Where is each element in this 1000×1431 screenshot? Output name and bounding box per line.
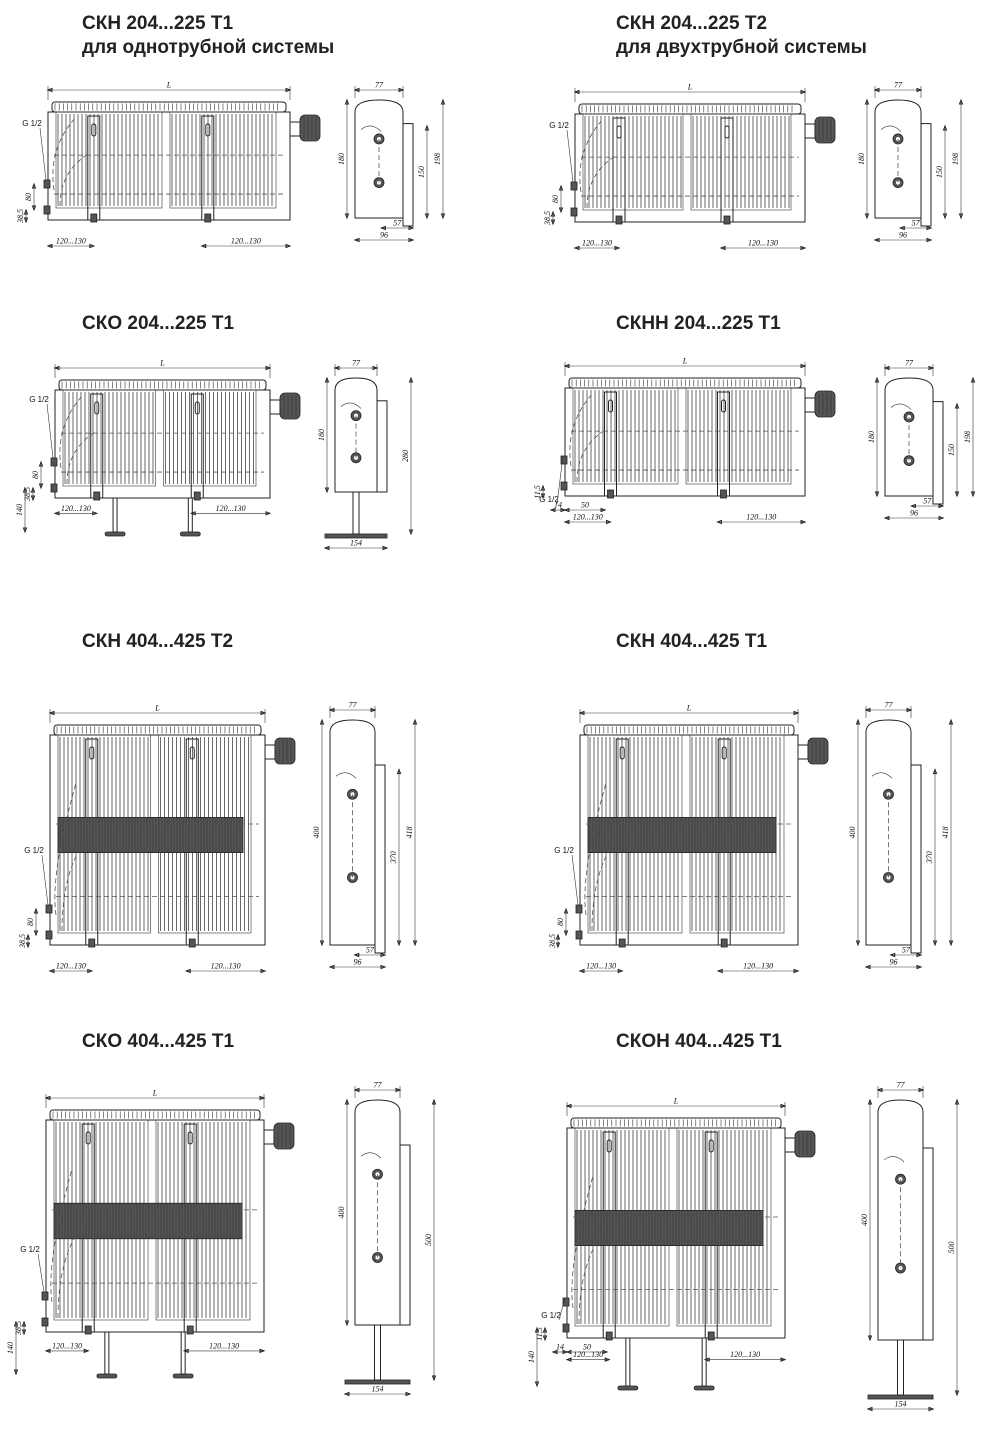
pipe-inlet <box>51 484 57 492</box>
mounting-plate <box>921 124 931 226</box>
wall-bracket <box>613 118 625 222</box>
pipe-size-label: G 1/2 <box>24 846 44 855</box>
side-body <box>866 720 911 945</box>
dim-bracket-left-label: 120...130 <box>573 1350 604 1360</box>
pipe-size-label: G 1/2 <box>549 121 569 130</box>
dim-length-label: L <box>152 1088 158 1098</box>
floor-leg-base <box>97 1374 117 1378</box>
floor-leg <box>188 498 192 532</box>
pipe-inlet <box>51 458 57 466</box>
floor-leg-base <box>105 532 125 536</box>
pipe-size-label: G 1/2 <box>20 1245 40 1254</box>
dim-pitch-label: 80 <box>551 195 560 203</box>
dim-bottom-label: 38,5 <box>23 487 32 501</box>
thermostat-head <box>815 391 835 417</box>
dim-height-a-label: 400 <box>848 826 857 839</box>
front-view <box>533 357 835 524</box>
floor-stand-base <box>345 1380 410 1384</box>
pipe-size-label: G 1/2 <box>541 1311 561 1320</box>
title-line: СКО 204...225 Т1 <box>82 313 235 334</box>
side-view <box>867 359 975 520</box>
mounting-plate <box>375 765 385 953</box>
top-grille <box>569 378 801 388</box>
bracket-foot <box>91 214 97 222</box>
valve-body <box>264 1130 274 1144</box>
dim-b-label: 50 <box>581 500 589 510</box>
pipe-inlet <box>571 208 577 216</box>
pipe-size-label: G 1/2 <box>29 395 49 404</box>
valve-outline <box>361 1153 381 1159</box>
floor-stand-base <box>868 1395 933 1399</box>
valve-outline <box>336 773 356 779</box>
bracket-foot <box>89 939 95 947</box>
dim-height-c-label: 198 <box>963 431 972 443</box>
title-subline: для однотрубной системы <box>82 37 335 58</box>
valve-outline <box>884 1156 904 1162</box>
dim-length-label: L <box>155 703 160 713</box>
fin-pack <box>54 1203 242 1239</box>
internal-pipe <box>60 153 90 206</box>
title-line: СКН 204...225 Т2 <box>616 13 768 34</box>
side-view <box>848 701 953 969</box>
pipe-inlet <box>44 206 50 214</box>
leader-line <box>572 855 578 905</box>
dim-length-label: L <box>673 1096 679 1106</box>
valve-body <box>798 745 808 759</box>
dim-height-a-label: 400 <box>337 1206 346 1219</box>
front-view <box>543 83 835 250</box>
dim-height-c-label: 500 <box>947 1241 956 1254</box>
dim-offset-label: 57 <box>393 218 402 228</box>
dim-length-label: L <box>166 80 172 90</box>
thermostat-head <box>808 738 828 764</box>
dim-leg-label: 140 <box>6 1342 15 1354</box>
pipe-size-label: G 1/2 <box>22 119 42 128</box>
dim-height-b-label: 150 <box>935 165 944 178</box>
dim-b-label: 50 <box>583 1342 591 1352</box>
bracket-foot <box>205 214 211 222</box>
valve-body <box>805 398 815 412</box>
bracket-foot <box>187 1326 193 1334</box>
dim-length-label: L <box>686 703 692 713</box>
dim-bracket-right-label: 120...130 <box>746 512 777 522</box>
dim-bottom-label: 38,5 <box>14 1321 23 1335</box>
dim-bottom-label: 11,5 <box>533 485 542 499</box>
wall-bracket <box>721 118 733 222</box>
dim-depth-label: 77 <box>884 700 893 710</box>
pipe-inlet <box>46 905 52 913</box>
front-view <box>548 704 828 973</box>
pipe-inlet <box>44 180 50 188</box>
pipe-inlet <box>563 1324 569 1332</box>
dim-depth-label: 77 <box>375 80 383 90</box>
side-body <box>355 1100 400 1325</box>
leader-line <box>40 128 46 180</box>
dim-bracket-right-label: 120...130 <box>209 1341 240 1351</box>
thermostat-head <box>300 115 320 141</box>
dim-height-b-label: 150 <box>417 165 426 178</box>
side-view <box>337 1081 436 1396</box>
pipe-size-label: G 1/2 <box>554 846 574 855</box>
dim-height-a-label: 400 <box>312 826 321 839</box>
leader-line <box>47 404 53 458</box>
radiator-body <box>48 112 290 220</box>
dim-base-label: 154 <box>371 1384 384 1394</box>
top-grille <box>571 1118 781 1128</box>
dim-depth-label: 77 <box>348 700 357 710</box>
heat-exchanger-block <box>573 388 678 484</box>
internal-pipe <box>67 431 97 484</box>
mounting-plate <box>911 765 921 953</box>
dim-offset-label: 57 <box>911 218 920 228</box>
dim-base-label: 96 <box>899 230 907 240</box>
dim-height-b-label: 370 <box>925 851 934 864</box>
title-line: СКН 404...425 Т2 <box>82 631 234 652</box>
bracket-slot <box>722 400 726 412</box>
bracket-foot <box>721 490 727 498</box>
dim-pitch-label: 80 <box>26 918 35 926</box>
bracket-foot <box>85 1326 91 1334</box>
top-grille <box>52 102 286 112</box>
front-view <box>527 1097 815 1391</box>
dim-height-c-label: 198 <box>951 153 960 165</box>
dim-leg-label: 140 <box>15 504 24 516</box>
bracket-foot <box>616 216 622 224</box>
floor-leg <box>702 1338 706 1386</box>
dim-height-a-label: 400 <box>860 1214 869 1226</box>
thermostat-head <box>275 738 295 764</box>
pipe-inlet <box>561 482 567 490</box>
pipe-inlet <box>576 931 582 939</box>
thermostat-head <box>280 393 300 419</box>
leader-line <box>42 855 48 905</box>
leader-line <box>567 130 573 182</box>
dim-pitch-label: 80 <box>556 918 565 926</box>
bracket-foot <box>721 939 727 947</box>
title-subline: для двухтрубной системы <box>616 37 867 58</box>
pipe-size-label: G 1/2 <box>539 495 559 504</box>
dim-length-label: L <box>682 356 688 366</box>
dim-base-label: 154 <box>350 538 362 548</box>
dim-base-label: 96 <box>889 957 898 967</box>
floor-leg <box>113 498 117 532</box>
dim-bracket-right-label: 120...130 <box>215 503 246 513</box>
floor-leg-base <box>173 1374 193 1378</box>
pipe-inlet <box>42 1318 48 1326</box>
radiator-body <box>575 114 805 222</box>
title-line: СКО 404...425 Т1 <box>82 1031 235 1052</box>
valve-body <box>265 745 275 759</box>
bracket-foot <box>189 939 195 947</box>
bracket-foot <box>608 490 614 498</box>
leader-line <box>557 456 563 504</box>
dim-bracket-left-label: 120...130 <box>582 238 612 248</box>
top-grille <box>584 725 794 735</box>
floor-leg-base <box>694 1386 714 1390</box>
dim-height-a-label: 180 <box>867 431 876 443</box>
top-grille <box>50 1110 260 1120</box>
bracket-slot <box>617 126 621 138</box>
dim-height-b-label: 150 <box>947 443 956 456</box>
valve-outline <box>872 773 892 779</box>
dim-depth-label: 77 <box>373 1080 382 1090</box>
side-body <box>330 720 375 945</box>
valve-outline <box>881 126 901 132</box>
top-grille <box>579 104 801 114</box>
pipe-inlet <box>42 1292 48 1300</box>
valve-body <box>805 124 815 138</box>
bracket-foot <box>606 1332 612 1340</box>
side-view <box>317 359 413 550</box>
fin-pack <box>575 1210 763 1245</box>
floor-stand <box>898 1340 904 1395</box>
dim-bracket-left-label: 120...130 <box>55 236 86 246</box>
bracket-slot <box>725 126 729 138</box>
floor-leg <box>181 1332 185 1374</box>
dim-height-c-label: 418 <box>941 826 950 839</box>
leader-line <box>38 1254 44 1292</box>
dim-length-label: L <box>687 82 693 92</box>
dim-height-c-label: 500 <box>424 1234 433 1246</box>
dim-height-a-label: 180 <box>857 153 866 165</box>
dim-height-a-label: 180 <box>317 429 326 441</box>
floor-stand <box>375 1325 381 1380</box>
dim-bracket-right-label: 120...130 <box>743 961 774 971</box>
dim-depth-label: 77 <box>905 358 913 368</box>
leader-line <box>559 1298 565 1320</box>
bracket-foot <box>619 939 625 947</box>
dim-bottom-label: 38,5 <box>16 209 25 223</box>
dim-a-label: 14 <box>554 500 562 510</box>
dim-depth-label: 77 <box>896 1080 905 1090</box>
dim-bracket-right-label: 120...130 <box>748 238 778 248</box>
side-view <box>860 1081 959 1411</box>
valve-outline <box>361 126 381 132</box>
floor-leg <box>105 1332 109 1374</box>
pipe-inlet <box>576 905 582 913</box>
dim-height-c-label: 418 <box>405 826 414 839</box>
dim-height-c-label: 198 <box>433 153 442 165</box>
thermostat-head <box>795 1131 815 1157</box>
front-view <box>15 359 300 537</box>
dim-pitch-label: 80 <box>24 193 33 201</box>
fin-pack <box>588 817 776 852</box>
valve-outline <box>891 404 911 410</box>
dim-bracket-left-label: 120...130 <box>52 1341 83 1351</box>
dim-bracket-left-label: 120...130 <box>572 512 603 522</box>
bracket-foot <box>194 492 200 500</box>
pipe-inlet <box>571 182 577 190</box>
bracket-slot <box>609 400 613 412</box>
dim-bottom-label: 38,5 <box>548 934 557 948</box>
valve-body <box>785 1138 795 1152</box>
floor-leg-base <box>618 1386 638 1390</box>
dim-bracket-left-label: 120...130 <box>60 503 91 513</box>
dim-base-label: 96 <box>380 230 388 240</box>
valve-body <box>270 400 280 414</box>
floor-leg <box>626 1338 630 1386</box>
dim-base-label: 96 <box>910 508 918 518</box>
side-view <box>857 81 963 242</box>
dim-depth-label: 77 <box>894 80 902 90</box>
fin-pack <box>58 817 243 852</box>
dim-height-c-label: 280 <box>401 450 410 462</box>
floor-stand-base <box>325 534 387 538</box>
pipe-inlet <box>46 931 52 939</box>
dim-base-label: 96 <box>353 957 362 967</box>
mounting-plate <box>923 1148 933 1340</box>
valve-outline <box>341 403 361 409</box>
floor-stand <box>353 492 359 534</box>
mounting-plate <box>377 401 387 492</box>
dim-bottom-label: 11,5 <box>535 1327 544 1341</box>
title-line: СКОН 404...425 Т1 <box>616 1031 782 1052</box>
radiator-body <box>565 388 805 496</box>
internal-pipe <box>577 429 607 482</box>
mounting-plate <box>933 402 943 504</box>
thermostat-head <box>274 1123 294 1149</box>
bracket-foot <box>94 492 100 500</box>
side-view <box>337 81 445 242</box>
front-view <box>18 704 295 973</box>
dim-offset-label: 57 <box>923 496 932 506</box>
dim-bottom-label: 38,5 <box>18 934 27 948</box>
mounting-plate <box>403 124 413 226</box>
title-line: СКНН 204...225 Т1 <box>616 313 781 334</box>
dim-a-label: 14 <box>556 1342 564 1352</box>
side-view <box>312 701 417 969</box>
front-view <box>6 1089 294 1379</box>
dim-base-label: 154 <box>894 1399 907 1409</box>
dim-depth-label: 77 <box>352 358 360 368</box>
dim-bracket-right-label: 120...130 <box>230 236 261 246</box>
dim-bracket-right-label: 120...130 <box>210 961 241 971</box>
dim-length-label: L <box>160 358 165 368</box>
title-line: СКН 204...225 Т1 <box>82 13 234 34</box>
bracket-foot <box>708 1332 714 1340</box>
dim-offset-label: 57 <box>365 945 374 955</box>
dim-bracket-left-label: 120...130 <box>55 961 86 971</box>
dim-offset-label: 57 <box>901 945 910 955</box>
floor-leg-base <box>180 532 200 536</box>
dim-pitch-label: 80 <box>31 471 40 479</box>
front-view <box>16 81 320 248</box>
dim-height-a-label: 180 <box>337 153 346 165</box>
title-line: СКН 404...425 Т1 <box>616 631 768 652</box>
mounting-plate <box>400 1145 410 1325</box>
dim-bottom-label: 38,5 <box>543 211 552 225</box>
valve-body <box>290 122 300 136</box>
dim-height-b-label: 370 <box>389 851 398 864</box>
dim-bracket-right-label: 120...130 <box>730 1350 761 1360</box>
dim-leg-label: 140 <box>527 1351 536 1363</box>
heat-exchanger-block <box>686 388 791 484</box>
thermostat-head <box>815 117 835 143</box>
dim-bracket-left-label: 120...130 <box>586 961 617 971</box>
bracket-foot <box>724 216 730 224</box>
